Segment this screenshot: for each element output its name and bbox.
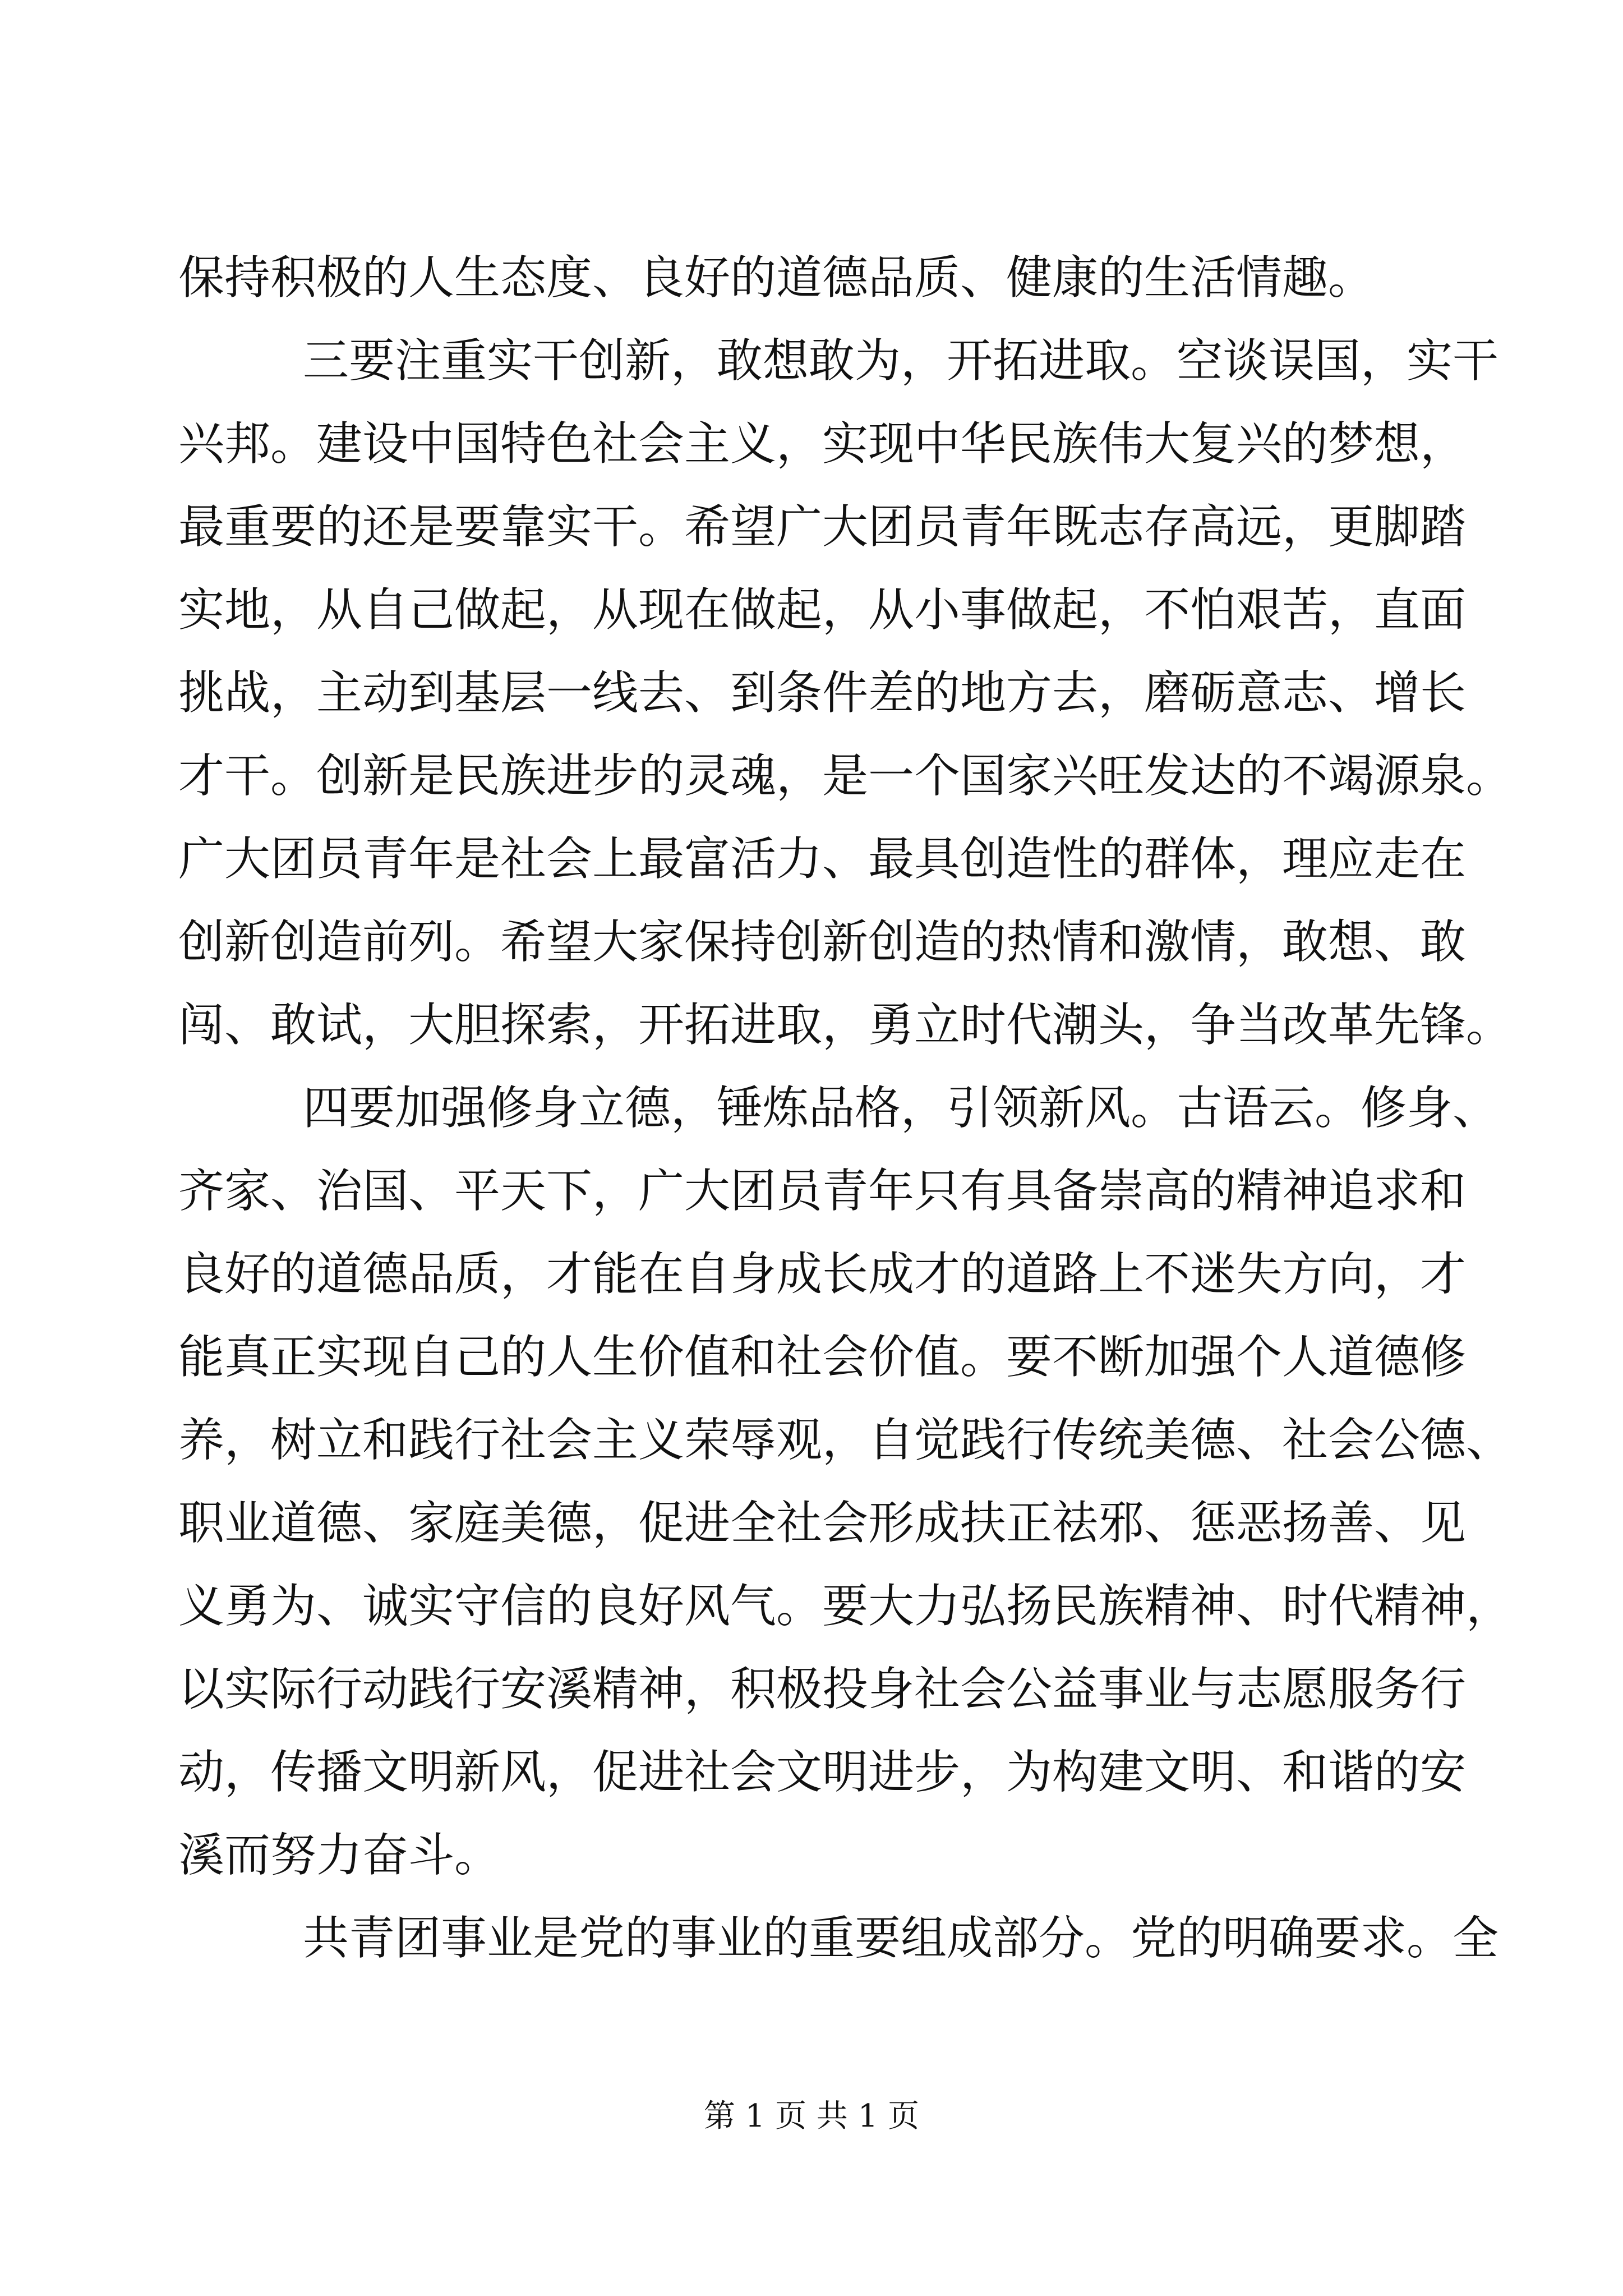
text-line-14: 能真正实现自己的人生价值和社会价值。要不断加强个人道德修 xyxy=(178,1331,1467,1384)
text-line-3: 兴邦。建设中国特色社会主义，实现中华民族伟大复兴的梦想， xyxy=(178,417,1467,471)
text-line-1: 保持积极的人生态度、良好的道德品质、健康的生活情趣。 xyxy=(178,251,1375,305)
text-line-2: 三要注重实干创新，敢想敢为，开拓进取。空谈误国，实干 xyxy=(303,334,1499,388)
text-line-9: 创新创造前列。希望大家保持创新创造的热情和激情，敢想、敢 xyxy=(178,915,1467,969)
text-line-18: 以实际行动践行安溪精神，积极投身社会公益事业与志愿服务行 xyxy=(178,1663,1467,1716)
text-line-15: 养，树立和践行社会主义荣辱观，自觉践行传统美德、社会公德、 xyxy=(178,1414,1513,1467)
text-line-21: 共青团事业是党的事业的重要组成部分。党的明确要求。全 xyxy=(303,1912,1499,1965)
text-line-20: 溪而努力奋斗。 xyxy=(178,1829,501,1882)
text-line-13: 良好的道德品质，才能在自身成长成才的道路上不迷失方向，才 xyxy=(178,1248,1467,1301)
text-line-16: 职业道德、家庭美德，促进全社会形成扶正祛邪、惩恶扬善、见 xyxy=(178,1497,1467,1550)
text-line-8: 广大团员青年是社会上最富活力、最具创造性的群体，理应走在 xyxy=(178,832,1467,886)
text-line-7: 才干。创新是民族进步的灵魂，是一个国家兴旺发达的不竭源泉。 xyxy=(178,749,1513,803)
text-line-11: 四要加强修身立德，锤炼品格，引领新风。古语云。修身、 xyxy=(303,1082,1499,1135)
text-line-17: 义勇为、诚实守信的良好风气。要大力弘扬民族精神、时代精神， xyxy=(178,1580,1513,1633)
text-line-19: 动，传播文明新风，促进社会文明进步，为构建文明、和谐的安 xyxy=(178,1746,1467,1799)
text-line-12: 齐家、治国、平天下，广大团员青年只有具备崇高的精神追求和 xyxy=(178,1165,1467,1218)
page-footer: 第 1 页 共 1 页 xyxy=(703,2098,920,2134)
text-line-10: 闯、敢试，大胆探索，开拓进取，勇立时代潮头，争当改革先锋。 xyxy=(178,999,1513,1052)
text-line-4: 最重要的还是要靠实干。希望广大团员青年既志存高远，更脚踏 xyxy=(178,500,1467,554)
text-line-5: 实地，从自己做起，从现在做起，从小事做起，不怕艰苦，直面 xyxy=(178,583,1467,637)
text-line-6: 挑战，主动到基层一线去、到条件差的地方去，磨砺意志、增长 xyxy=(178,666,1467,720)
